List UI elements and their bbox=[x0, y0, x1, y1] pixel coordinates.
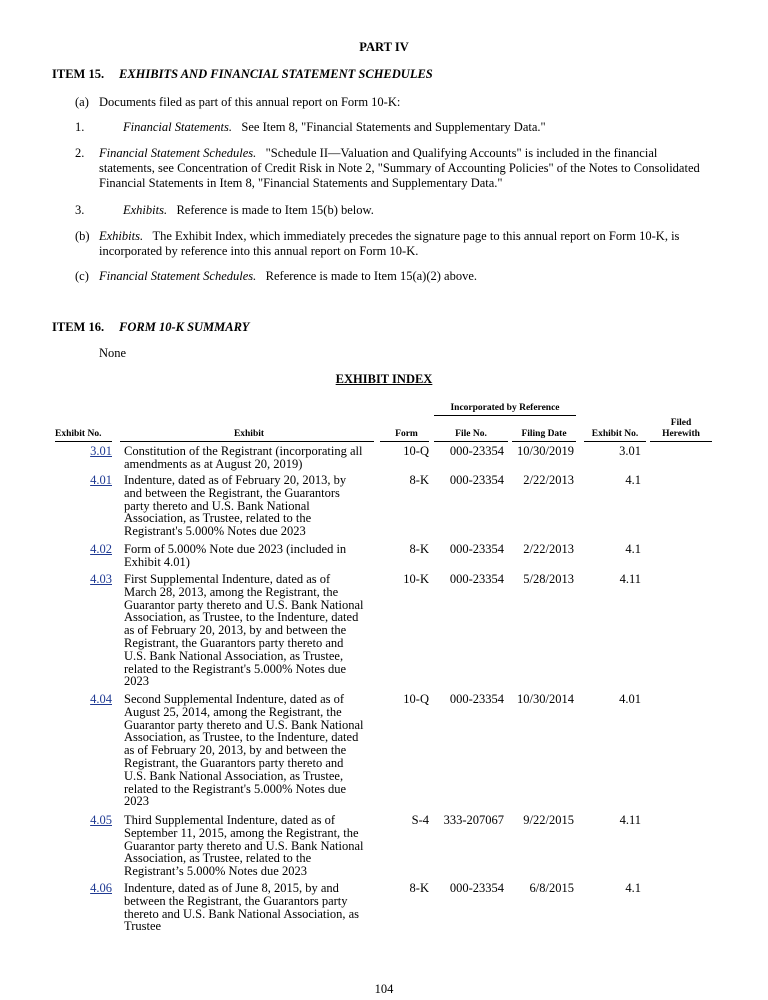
exhibit-form: S-4 bbox=[411, 813, 429, 827]
item16-number: ITEM 16. bbox=[52, 320, 105, 334]
item15-a-text: Documents filed as part of this annual report on Form 10-K: bbox=[99, 95, 401, 109]
exhibit-description: Indenture, dated as of June 8, 2015, by and between the Registrant, the Guarantors party thereto and U.S. Bank National Association, as Trustee bbox=[124, 881, 360, 934]
list-1-text: See Item 8, "Financial Statements and Supplementary Data." bbox=[241, 120, 546, 134]
col-filed-herewith-line1: Filed bbox=[670, 418, 692, 428]
list-2-heading: Financial Statement Schedules. bbox=[99, 146, 257, 160]
list-3-item bbox=[123, 203, 374, 218]
exhibit-ref-no: 4.11 bbox=[619, 572, 641, 586]
exhibit-link[interactable]: 4.02 bbox=[90, 542, 112, 556]
exhibit-description: Second Supplemental Indenture, dated as of August 25, 2014, among the Registrant, the Guarantor party thereto and U.S. Bank National Association, as Trustee, to the Indenture, dated as of February 20, 2013, by and between the Registrant, the Guarantors party thereto and U.S. Bank National Association, as Trustee, related to the Registrant's 5.000% Notes due 2023 bbox=[124, 692, 364, 809]
exhibit-link[interactable]: 4.05 bbox=[90, 813, 112, 827]
col-filing-date: Filing Date bbox=[521, 429, 567, 439]
exhibit-link[interactable]: 4.03 bbox=[90, 572, 112, 586]
rule-exhibit-no bbox=[55, 441, 112, 442]
exhibit-ref-no: 4.1 bbox=[625, 473, 641, 487]
col-ref-exhibit-no: Exhibit No. bbox=[591, 429, 639, 439]
col-exhibit: Exhibit bbox=[233, 429, 265, 439]
exhibit-file-no: 000-23354 bbox=[449, 444, 504, 458]
exhibit-form: 10-Q bbox=[403, 692, 429, 706]
exhibit-description: Constitution of the Registrant (incorporating all amendments as at August 20, 2019) bbox=[124, 444, 363, 471]
exhibit-link[interactable]: 4.04 bbox=[90, 692, 112, 706]
exhibit-form: 8-K bbox=[409, 542, 429, 556]
exhibit-file-no: 333-207067 bbox=[443, 813, 504, 827]
exhibit-filing-date: 2/22/2013 bbox=[523, 473, 574, 487]
exhibit-filing-date: 5/28/2013 bbox=[523, 572, 574, 586]
exhibit-file-no: 000-23354 bbox=[449, 881, 504, 895]
exhibit-description: First Supplemental Indenture, dated as of March 28, 2013, among the Registrant, the Guarantor party thereto and U.S. Bank National Association, as Trustee, to the Indenture, dated as of February 20, 2013, by and between the Registrant, the Guarantors party thereto and U.S. Bank National Association, as Trustee, related to the Registrant's 5.000% Notes due 2023 bbox=[124, 572, 364, 689]
col-filed-herewith bbox=[650, 418, 712, 440]
item15-c-heading: Financial Statement Schedules. bbox=[99, 269, 257, 283]
group-header-rule bbox=[434, 415, 576, 416]
exhibit-ref-no: 3.01 bbox=[619, 444, 641, 458]
exhibit-file-no: 000-23354 bbox=[449, 692, 504, 706]
list-1-number: 1. bbox=[75, 120, 85, 134]
item16-body: None bbox=[99, 346, 127, 360]
item15-number: ITEM 15. bbox=[52, 67, 105, 81]
list-3-text: Reference is made to Item 15(b) below. bbox=[176, 203, 374, 217]
item15-b-text: The Exhibit Index, which immediately precedes the signature page to this annual report on Form 10-K, is incorporated by reference into this annual report on Form 10-K. bbox=[99, 229, 680, 258]
exhibit-ref-no: 4.01 bbox=[619, 692, 641, 706]
rule-exhibit bbox=[120, 441, 374, 442]
exhibit-link[interactable]: 3.01 bbox=[90, 444, 112, 458]
list-3-heading: Exhibits. bbox=[123, 203, 168, 217]
col-form: Form bbox=[395, 429, 418, 439]
item15-b-item bbox=[99, 229, 711, 259]
item16-title: FORM 10-K SUMMARY bbox=[119, 320, 250, 334]
col-file-no: File No. bbox=[455, 429, 487, 439]
item15-c-item bbox=[99, 269, 477, 284]
page-number: 104 bbox=[374, 982, 394, 996]
list-2-item bbox=[99, 146, 711, 191]
item15-b-label: (b) bbox=[75, 229, 90, 243]
item15-b-heading: Exhibits. bbox=[99, 229, 144, 243]
incorporated-by-reference-header: Incorporated by Reference bbox=[450, 403, 560, 413]
exhibit-filing-date: 10/30/2019 bbox=[517, 444, 574, 458]
list-1-item bbox=[123, 120, 546, 135]
exhibit-filing-date: 6/8/2015 bbox=[529, 881, 574, 895]
exhibit-filing-date: 2/22/2013 bbox=[523, 542, 574, 556]
exhibit-form: 10-Q bbox=[403, 444, 429, 458]
rule-form bbox=[380, 441, 429, 442]
list-2-number: 2. bbox=[75, 146, 85, 160]
exhibit-form: 8-K bbox=[409, 473, 429, 487]
rule-ref-exhibit-no bbox=[584, 441, 646, 442]
part-heading: PART IV bbox=[359, 40, 409, 54]
list-3-number: 3. bbox=[75, 203, 85, 217]
exhibit-ref-no: 4.1 bbox=[625, 542, 641, 556]
exhibit-description: Third Supplemental Indenture, dated as of September 11, 2015, among the Registrant, the Guarantor party thereto and U.S. Bank National Association, as Trustee, related to the Registrant’s 5.000% Notes due 2023 bbox=[124, 813, 364, 879]
rule-filing-date bbox=[512, 441, 576, 442]
rule-filed-herewith bbox=[650, 441, 712, 442]
exhibit-link[interactable]: 4.06 bbox=[90, 881, 112, 895]
item15-title: EXHIBITS AND FINANCIAL STATEMENT SCHEDULES bbox=[119, 67, 433, 81]
list-1-heading: Financial Statements. bbox=[123, 120, 233, 134]
exhibit-file-no: 000-23354 bbox=[449, 572, 504, 586]
exhibit-file-no: 000-23354 bbox=[449, 542, 504, 556]
exhibit-filing-date: 10/30/2014 bbox=[517, 692, 574, 706]
item15-c-label: (c) bbox=[75, 269, 89, 283]
exhibit-filing-date: 9/22/2015 bbox=[523, 813, 574, 827]
item15-a-label: (a) bbox=[75, 95, 89, 109]
exhibit-ref-no: 4.11 bbox=[619, 813, 641, 827]
col-exhibit-no: Exhibit No. bbox=[55, 429, 102, 439]
exhibit-ref-no: 4.1 bbox=[625, 881, 641, 895]
col-filed-herewith-line2: Herewith bbox=[662, 429, 700, 439]
exhibit-description: Indenture, dated as of February 20, 2013, by and between the Registrant, the Guarantors party thereto and U.S. Bank National Association, as Trustee, related to the Registrant's 5.000% Notes due 2023 bbox=[124, 473, 347, 539]
item15-c-text: Reference is made to Item 15(a)(2) above. bbox=[265, 269, 477, 283]
exhibit-file-no: 000-23354 bbox=[449, 473, 504, 487]
exhibit-form: 10-K bbox=[403, 572, 429, 586]
exhibit-index-title: EXHIBIT INDEX bbox=[335, 372, 433, 386]
exhibit-form: 8-K bbox=[409, 881, 429, 895]
list-2-text: "Schedule II—Valuation and Qualifying Accounts" is included in the financial statements, see Concentration of Credit Risk in Note 2, "Summary of Accounting Policies" of the Notes to Consolidated Financial Statements in Item 8, "Financial Statements and Supplementary Data." bbox=[99, 146, 700, 190]
exhibit-description: Form of 5.000% Note due 2023 (included in Exhibit 4.01) bbox=[124, 542, 347, 569]
exhibit-link[interactable]: 4.01 bbox=[90, 473, 112, 487]
rule-file-no bbox=[434, 441, 508, 442]
